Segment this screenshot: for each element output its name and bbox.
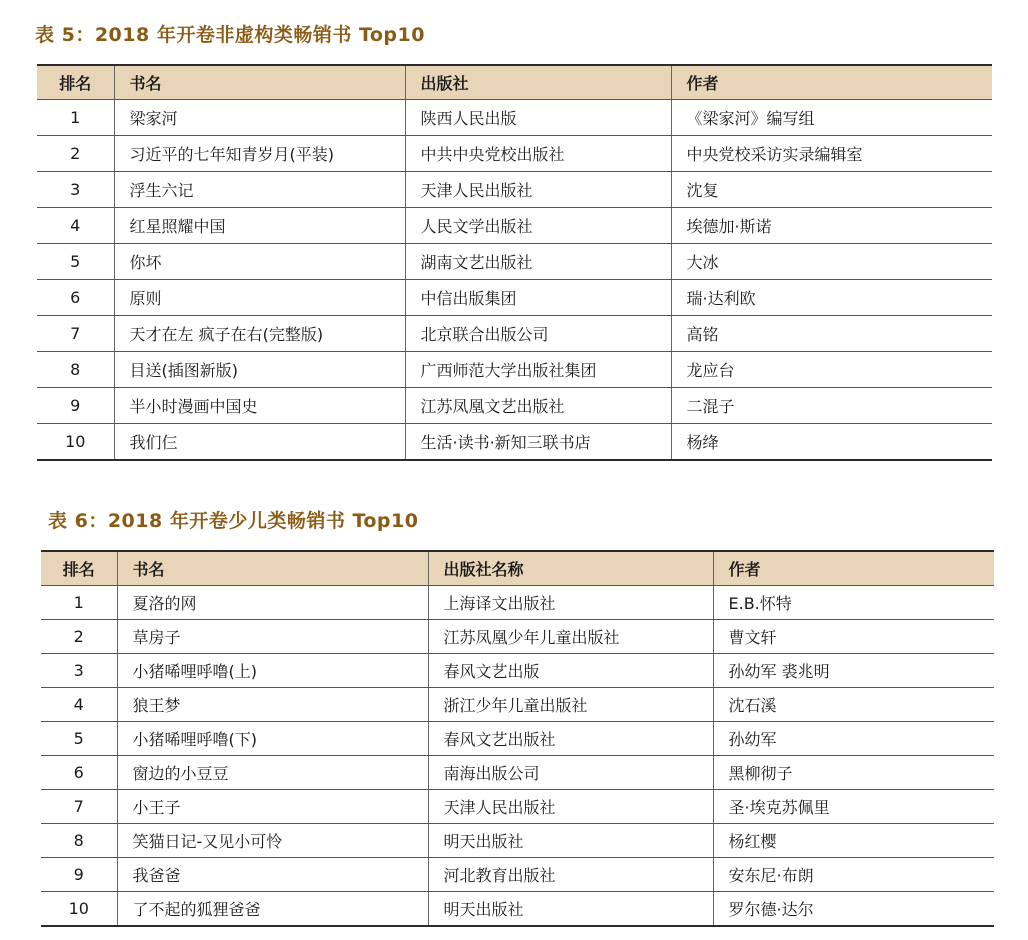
rank-cell: 8 xyxy=(37,352,114,388)
rank-cell: 1 xyxy=(41,586,117,620)
book-title-cell: 窗边的小豆豆 xyxy=(117,756,428,790)
book-title-cell: 草房子 xyxy=(117,620,428,654)
author-cell: 杨红樱 xyxy=(713,824,994,858)
book-title-cell: 红星照耀中国 xyxy=(114,208,405,244)
publisher-cell: 春风文艺出版社 xyxy=(428,722,713,756)
table-row xyxy=(41,858,994,892)
rank-cell: 6 xyxy=(41,756,117,790)
rank-cell: 8 xyxy=(41,824,117,858)
rank-cell: 1 xyxy=(37,100,114,136)
header-publisher: 出版社名称 xyxy=(428,551,713,586)
book-title-cell: 目送(插图新版) xyxy=(114,352,405,388)
publisher-cell: 河北教育出版社 xyxy=(428,858,713,892)
author-cell: 沈石溪 xyxy=(713,688,994,722)
publisher-cell: 江苏凤凰少年儿童出版社 xyxy=(428,620,713,654)
table-row xyxy=(41,892,994,927)
table5-title: 表 5：2018 年开卷非虚构类畅销书 Top10 xyxy=(35,24,425,46)
table-row xyxy=(37,100,992,136)
publisher-cell: 天津人民出版社 xyxy=(428,790,713,824)
author-cell: 二混子 xyxy=(671,388,992,424)
rank-cell: 10 xyxy=(41,892,117,927)
book-title-cell: 我们仨 xyxy=(114,424,405,461)
rank-cell: 5 xyxy=(41,722,117,756)
table-row xyxy=(37,136,992,172)
author-cell: 曹文轩 xyxy=(713,620,994,654)
book-title-cell: 小猪唏哩呼噜(下) xyxy=(117,722,428,756)
publisher-cell: 明天出版社 xyxy=(428,824,713,858)
rank-cell: 7 xyxy=(41,790,117,824)
rank-cell: 5 xyxy=(37,244,114,280)
table-row xyxy=(37,244,992,280)
rank-cell: 9 xyxy=(37,388,114,424)
table-row xyxy=(41,824,994,858)
author-cell: 龙应台 xyxy=(671,352,992,388)
book-title-cell: 你坏 xyxy=(114,244,405,280)
header-publisher: 出版社 xyxy=(405,65,671,100)
author-cell: 中央党校采访实录编辑室 xyxy=(671,136,992,172)
rank-cell: 3 xyxy=(37,172,114,208)
table-row xyxy=(41,756,994,790)
book-title-cell: 梁家河 xyxy=(114,100,405,136)
table5-header-row xyxy=(37,65,992,100)
table6-title: 表 6：2018 年开卷少儿类畅销书 Top10 xyxy=(48,510,419,532)
rank-cell: 3 xyxy=(41,654,117,688)
header-author: 作者 xyxy=(671,65,992,100)
author-cell: 高铭 xyxy=(671,316,992,352)
publisher-cell: 天津人民出版社 xyxy=(405,172,671,208)
header-rank: 排名 xyxy=(41,551,117,586)
book-title-cell: 了不起的狐狸爸爸 xyxy=(117,892,428,927)
rank-cell: 7 xyxy=(37,316,114,352)
header-title: 书名 xyxy=(114,65,405,100)
table-row xyxy=(37,280,992,316)
book-title-cell: 夏洛的网 xyxy=(117,586,428,620)
publisher-cell: 明天出版社 xyxy=(428,892,713,927)
author-cell: 沈复 xyxy=(671,172,992,208)
table-row xyxy=(41,620,994,654)
rank-cell: 9 xyxy=(41,858,117,892)
author-cell: 孙幼军 xyxy=(713,722,994,756)
publisher-cell: 北京联合出版公司 xyxy=(405,316,671,352)
table6-header-row xyxy=(41,551,994,586)
rank-cell: 2 xyxy=(41,620,117,654)
table-row xyxy=(41,654,994,688)
publisher-cell: 中信出版集团 xyxy=(405,280,671,316)
author-cell: 《梁家河》编写组 xyxy=(671,100,992,136)
author-cell: 埃德加·斯诺 xyxy=(671,208,992,244)
publisher-cell: 中共中央党校出版社 xyxy=(405,136,671,172)
table-row xyxy=(41,688,994,722)
publisher-cell: 陕西人民出版 xyxy=(405,100,671,136)
table-row xyxy=(41,586,994,620)
header-rank: 排名 xyxy=(37,65,114,100)
book-title-cell: 半小时漫画中国史 xyxy=(114,388,405,424)
author-cell: 罗尔德·达尔 xyxy=(713,892,994,927)
publisher-cell: 人民文学出版社 xyxy=(405,208,671,244)
rank-cell: 6 xyxy=(37,280,114,316)
table-row xyxy=(41,722,994,756)
table-row xyxy=(37,208,992,244)
table5-nonfiction-bestsellers xyxy=(37,64,992,461)
author-cell: 瑞·达利欧 xyxy=(671,280,992,316)
rank-cell: 10 xyxy=(37,424,114,461)
header-author: 作者 xyxy=(713,551,994,586)
table-row xyxy=(37,352,992,388)
book-title-cell: 小王子 xyxy=(117,790,428,824)
publisher-cell: 湖南文艺出版社 xyxy=(405,244,671,280)
author-cell: 黑柳彻子 xyxy=(713,756,994,790)
table-row xyxy=(37,424,992,461)
publisher-cell: 春风文艺出版 xyxy=(428,654,713,688)
author-cell: E.B.怀特 xyxy=(713,586,994,620)
rank-cell: 4 xyxy=(41,688,117,722)
rank-cell: 4 xyxy=(37,208,114,244)
book-title-cell: 习近平的七年知青岁月(平装) xyxy=(114,136,405,172)
author-cell: 大冰 xyxy=(671,244,992,280)
publisher-cell: 浙江少年儿童出版社 xyxy=(428,688,713,722)
table-row xyxy=(37,388,992,424)
publisher-cell: 上海译文出版社 xyxy=(428,586,713,620)
header-title: 书名 xyxy=(117,551,428,586)
author-cell: 安东尼·布朗 xyxy=(713,858,994,892)
publisher-cell: 生活·读书·新知三联书店 xyxy=(405,424,671,461)
author-cell: 圣·埃克苏佩里 xyxy=(713,790,994,824)
author-cell: 杨绛 xyxy=(671,424,992,461)
book-title-cell: 天才在左 疯子在右(完整版) xyxy=(114,316,405,352)
table-row xyxy=(37,316,992,352)
table-row xyxy=(41,790,994,824)
publisher-cell: 江苏凤凰文艺出版社 xyxy=(405,388,671,424)
book-title-cell: 小猪唏哩呼噜(上) xyxy=(117,654,428,688)
publisher-cell: 广西师范大学出版社集团 xyxy=(405,352,671,388)
book-title-cell: 我爸爸 xyxy=(117,858,428,892)
author-cell: 孙幼军 裘兆明 xyxy=(713,654,994,688)
book-title-cell: 浮生六记 xyxy=(114,172,405,208)
rank-cell: 2 xyxy=(37,136,114,172)
book-title-cell: 笑猫日记-又见小可怜 xyxy=(117,824,428,858)
table-row xyxy=(37,172,992,208)
table6-children-bestsellers xyxy=(41,550,994,927)
publisher-cell: 南海出版公司 xyxy=(428,756,713,790)
book-title-cell: 原则 xyxy=(114,280,405,316)
book-title-cell: 狼王梦 xyxy=(117,688,428,722)
